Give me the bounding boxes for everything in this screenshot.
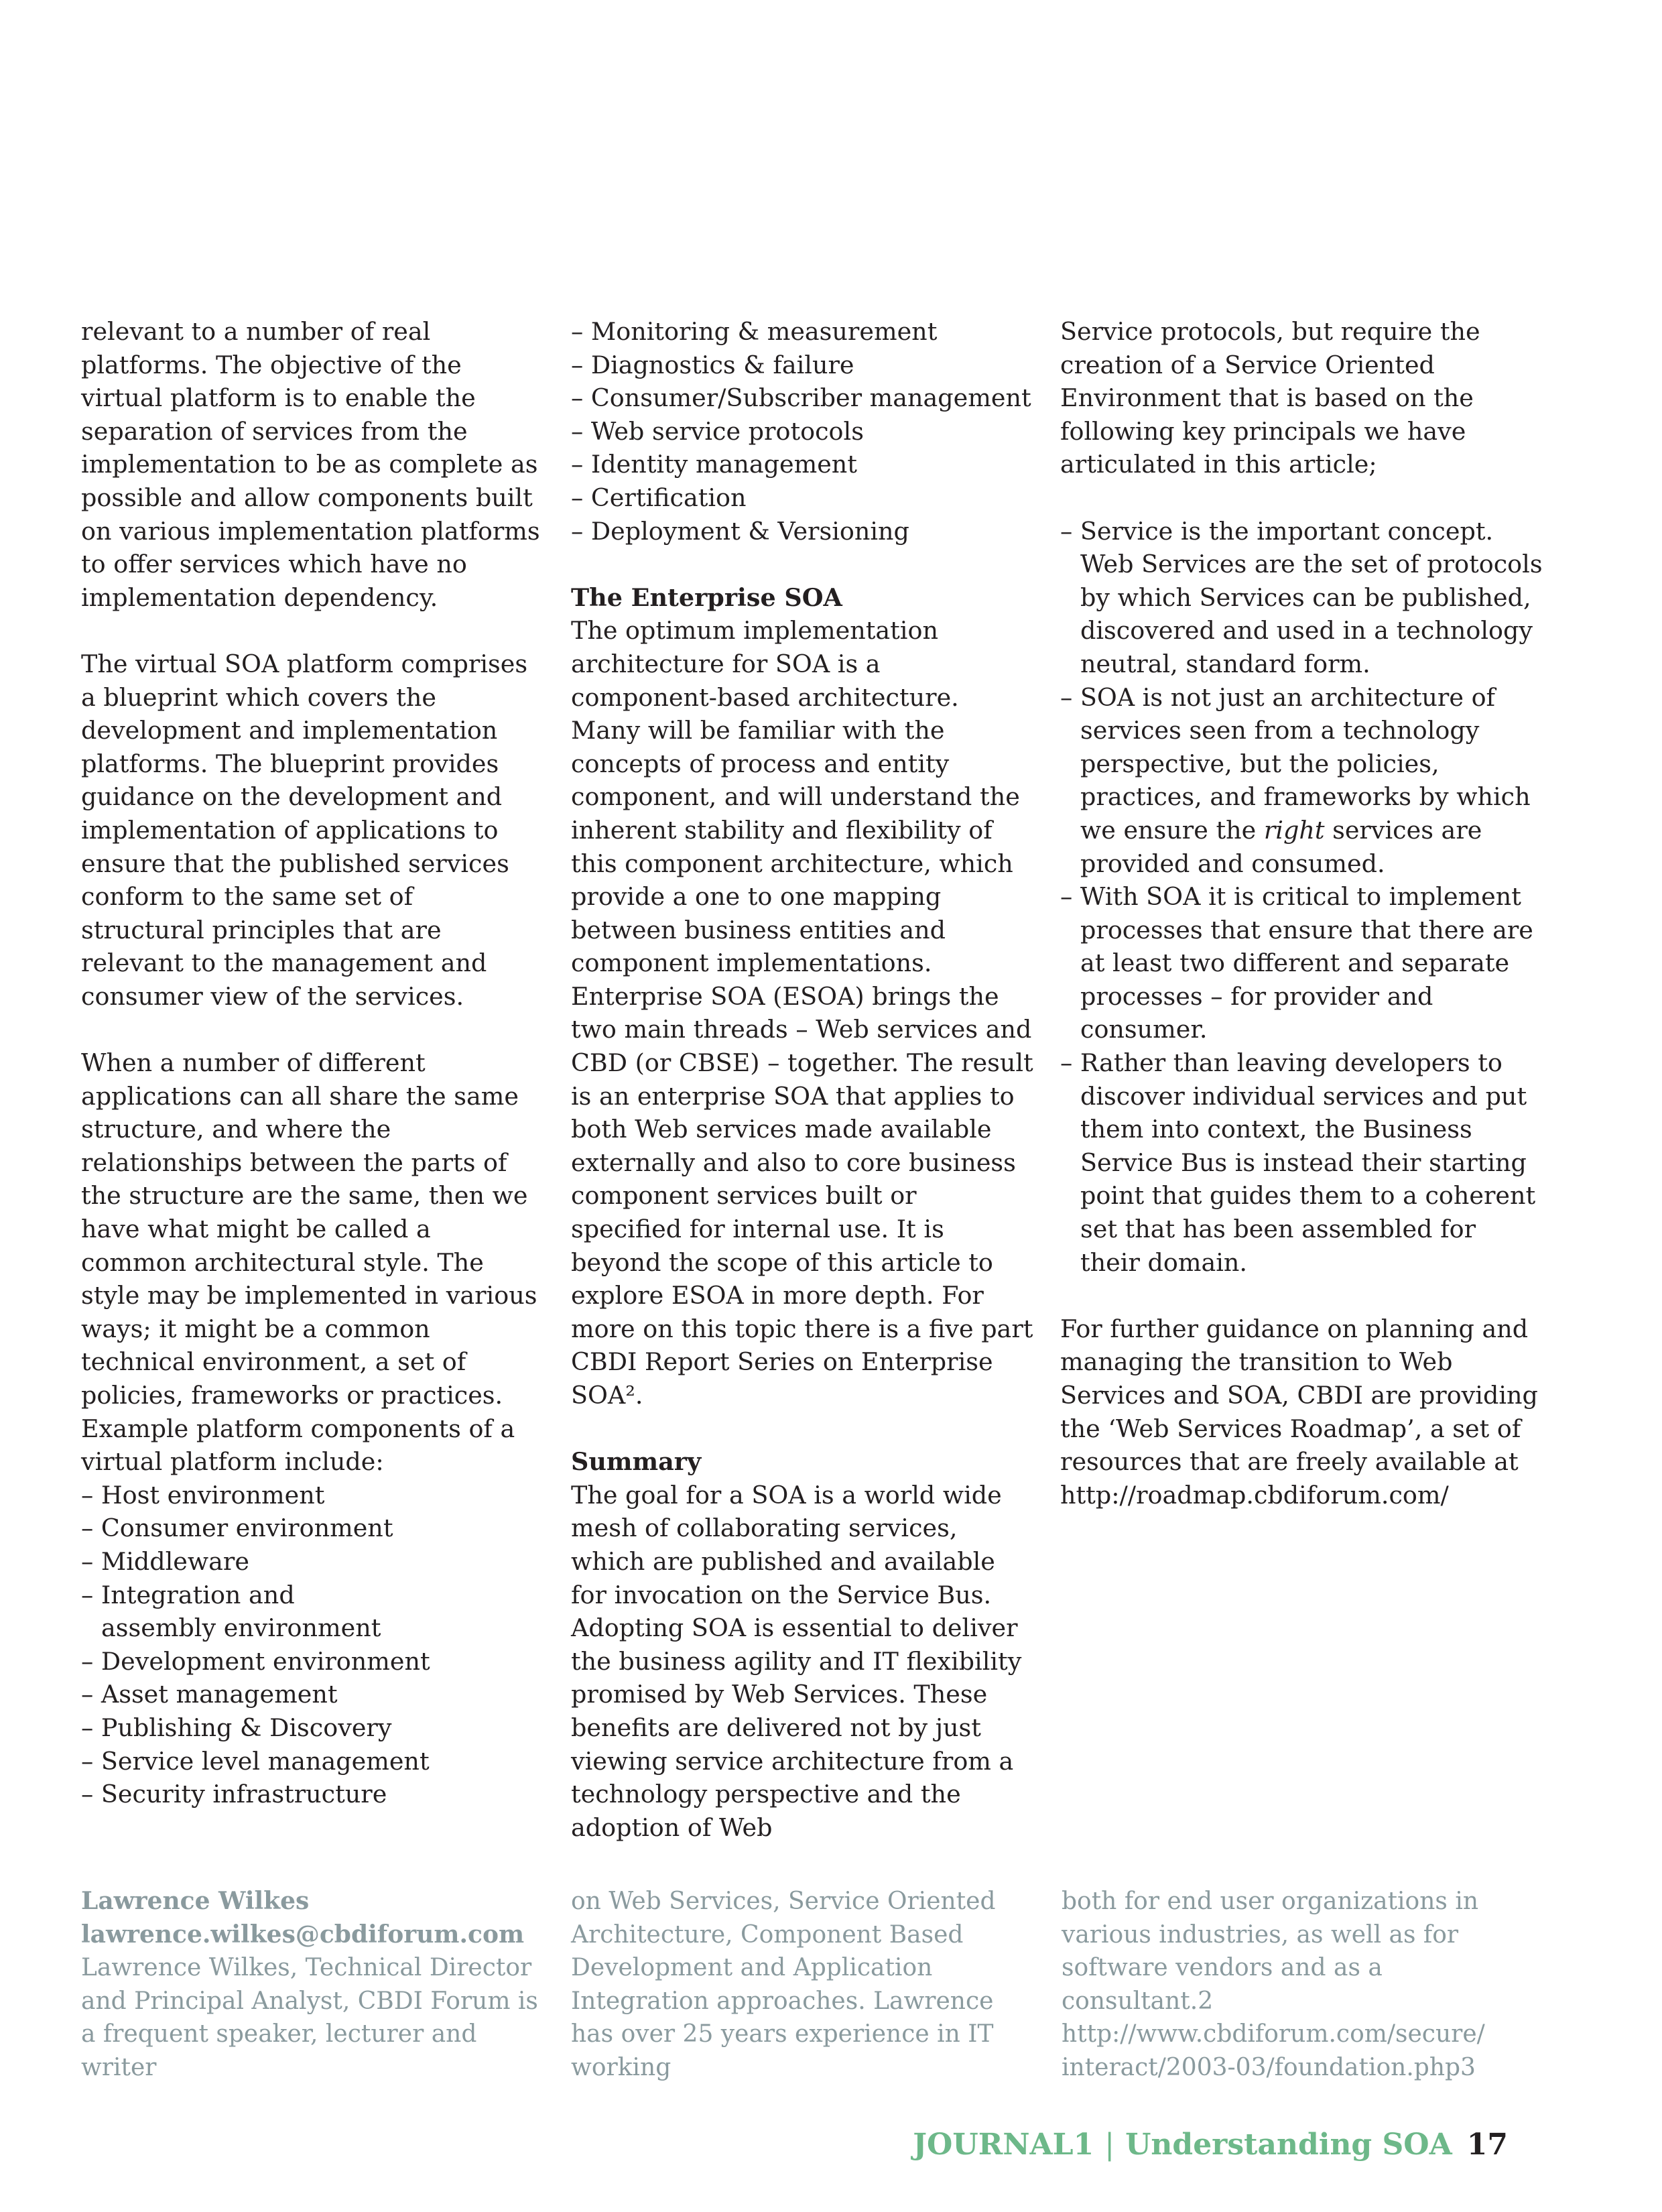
- page-number: 17: [1466, 2128, 1508, 2162]
- author-email[interactable]: lawrence.wilkes@cbdiforum.com: [81, 1920, 525, 1949]
- paragraph: For further guidance on planning and managing the transition to Web Services and SOA, CBDI are providing the ‘Web Services Roadmap’, a set of resources that are freely available at http://roadmap.cbdiforum.com/: [1060, 1314, 1538, 1510]
- list-item: – Monitoring & measurement: [571, 317, 938, 346]
- list-item: – Asset management: [81, 1680, 338, 1709]
- footer-separator: |: [1104, 2128, 1115, 2162]
- key-principles-list: [1060, 515, 1543, 1280]
- paragraph: The virtual SOA platform comprises a blueprint which covers the development and implementation platforms. The blueprint provides guidance on the development and implementation of applications to ensure that the published services conform to the same set of structural principles that are relevant to the management and consumer view of the services.: [81, 649, 528, 1011]
- list-item: – Web service protocols: [571, 416, 864, 446]
- journal-label: JOURNAL1: [913, 2128, 1094, 2162]
- column-2: [571, 315, 1033, 1878]
- list-item: – Service level management: [81, 1746, 430, 1776]
- section-heading-enterprise-soa: The Enterprise SOA: [571, 582, 842, 612]
- list-item: – Identity management: [571, 450, 857, 479]
- author-name: Lawrence Wilkes: [81, 1887, 310, 1915]
- paragraph: relevant to a number of real platforms. The objective of the virtual platform is to enable the separation of services from the implementation to be as complete as possible and allow components built on various implementation platforms to offer services which have no implementation dependency.: [81, 317, 540, 612]
- section-title: Understanding SOA: [1125, 2128, 1452, 2162]
- list-item: – Publishing & Discovery: [81, 1713, 392, 1742]
- list-item: – SOA is not just an architecture of services seen from a technology perspective, but the policies, practices, and frameworks by which we ensure the right services are provided and consumed.: [1060, 682, 1531, 878]
- column-1: [81, 315, 544, 1811]
- list-item: – Middleware: [81, 1546, 249, 1576]
- list-item: – Rather than leaving developers to discover individual services and put them into context, the Business Service Bus is instead their starting point that guides them to a coherent set that has been assembled for their domain.: [1060, 1048, 1536, 1277]
- list-item: – Diagnostics & failure: [571, 350, 854, 379]
- author-bio-2: [571, 1885, 1040, 2085]
- emphasis: right: [1263, 815, 1325, 845]
- list-item: – Integration and assembly environment: [81, 1580, 381, 1643]
- list-item: – With SOA it is critical to implement processes that ensure that there are at least two different and separate processes – for provider and consumer.: [1060, 882, 1533, 1044]
- author-bio-1: [81, 1885, 550, 2085]
- list-item: – Certification: [571, 483, 747, 512]
- list-item: – Development environment: [81, 1646, 430, 1676]
- column-3: [1060, 315, 1543, 1545]
- platform-components-list: [81, 1479, 544, 1811]
- page-footer: [913, 2125, 1508, 2165]
- paragraph: The goal for a SOA is a world wide mesh of collaborating services, which are published and available for invocation on the Service Bus. Adopting SOA is essential to deliver the business agility and IT flexibility promised by Web Services. These benefits are delivered not by just viewing service architecture from a technology perspective and the adoption of Web: [571, 1480, 1022, 1842]
- author-bio-text: both for end user organizations in various industries, as well as for software vendors and as a consultant.2 http://www.cbdiforum.com/secure/ interact/2003-03/foundation.php3: [1062, 1888, 1485, 2081]
- section-heading-summary: Summary: [571, 1447, 702, 1477]
- author-bio-text: Lawrence Wilkes, Technical Director and Principal Analyst, CBDI Forum is a frequent speaker, lecturer and writer: [81, 1954, 538, 2081]
- platform-components-list-continued: [571, 315, 1033, 548]
- paragraph: Service protocols, but require the creation of a Service Oriented Environment that is based on the following key principals we have articulated in this article;: [1060, 317, 1480, 479]
- paragraph: The optimum implementation architecture for SOA is a component-based architecture. Many will be familiar with the concepts of process and entity component, and will understand the inherent stability and flexibility of this component architecture, which provide a one to one mapping between business entities and component implementations. Enterprise SOA (ESOA) brings the two main threads – Web services and CBD (or CBSE) – together. The result is an enterprise SOA that applies to both Web services made available externally and also to core business component services built or specified for internal use. It is beyond the scope of this article to explore ESOA in more depth. For more on this topic there is a five part CBDI Report Series on Enterprise SOA².: [571, 616, 1033, 1410]
- author-bio-3: [1062, 1885, 1531, 2085]
- author-bio-text: on Web Services, Service Oriented Architecture, Component Based Development and Application Integration approaches. Lawrence has over 25 years experience in IT working: [571, 1888, 996, 2081]
- list-item: – Consumer/Subscriber management: [571, 383, 1031, 413]
- list-item: – Service is the important concept. Web Services are the set of protocols by which Services can be published, discovered and used in a technology neutral, standard form.: [1060, 516, 1543, 678]
- paragraph: When a number of different applications can all share the same structure, and where the relationships between the parts of the structure are the same, then we have what might be called a common architectural style. The style may be implemented in various ways; it might be a common technical environment, a set of policies, frameworks or practices. Example platform components of a virtual platform include:: [81, 1048, 537, 1477]
- list-item: – Consumer environment: [81, 1514, 393, 1543]
- list-item: – Security infrastructure: [81, 1780, 387, 1809]
- list-item: – Deployment & Versioning: [571, 516, 909, 546]
- list-item: – Host environment: [81, 1480, 325, 1510]
